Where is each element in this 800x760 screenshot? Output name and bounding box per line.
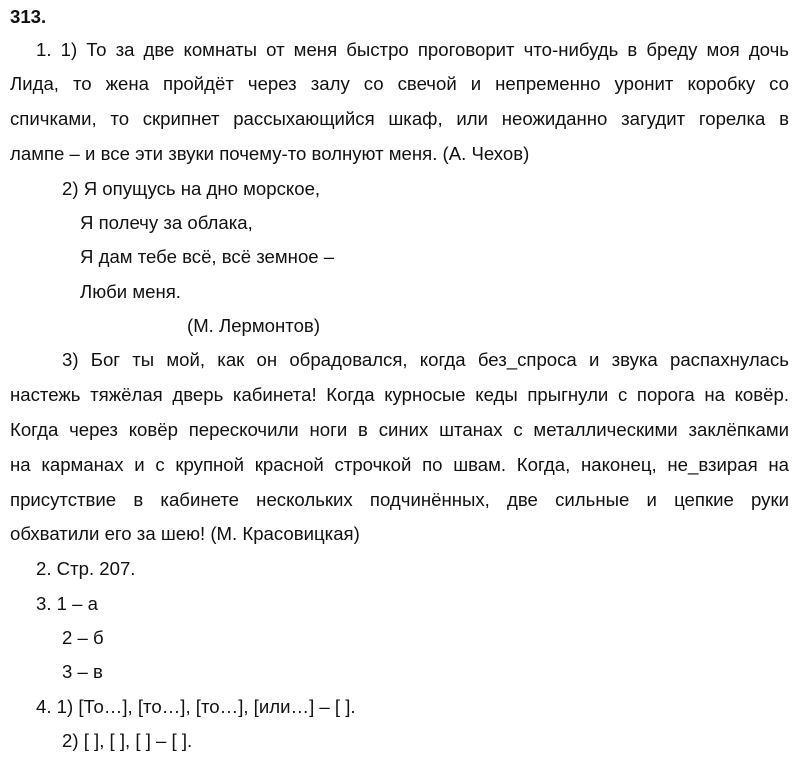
- line-15: обхватили его за шею! (М. Красовицкая): [10, 523, 360, 544]
- line-1: 1. 1) То за две комнаты от меня быстро проговорит что-нибудь в бреду моя дочь: [36, 39, 789, 60]
- poem-author: (М. Лермонтов): [187, 315, 321, 336]
- answer-2: 2. Стр. 207.: [36, 558, 136, 579]
- line-13: на карманах и с крупной красной строчкой по швам. Когда, наконец, не_взирая на: [10, 454, 789, 475]
- line-10: 3) Бог ты мой, как он обрадовался, когда без_спроса и звука распахнулась: [62, 349, 789, 370]
- line-3: спичками, то скрипнет рассыхающийся шкаф, или неожиданно загудит горелка в: [10, 108, 789, 129]
- line-2: Лида, то жена пройдёт через залу со свечой и непременно уронит коробку со: [10, 73, 789, 94]
- line-4: лампе – и все эти звуки почему-то волнуют меня. (А. Чехов): [10, 143, 530, 164]
- answer-4-2: 2) [ ], [ ], [ ] – [ ].: [62, 730, 193, 751]
- answer-3-3: 3 – в: [62, 661, 103, 682]
- line-12: Когда через ковёр перескочили ноги в синих штанах с металлическими заклёпками: [10, 419, 789, 440]
- answer-4-1: 4. 1) [То…], [то…], [то…], [или…] – [ ].: [36, 696, 356, 717]
- line-14: присутствие в кабинете нескольких подчинённых, две сильные и цепкие руки: [10, 489, 789, 510]
- poem-line-2: Я полечу за облака,: [80, 212, 253, 233]
- answer-3-1: 3. 1 – а: [36, 593, 99, 614]
- answer-3-2: 2 – б: [62, 627, 104, 648]
- poem-line-3: Я дам тебе всё, всё земное –: [80, 246, 335, 267]
- exercise-number: 313.: [10, 6, 47, 27]
- poem-line-4: Люби меня.: [80, 281, 181, 302]
- line-11: настежь тяжёлая дверь кабинета! Когда курносые кеды прыгнули с порога на ковёр.: [10, 384, 789, 405]
- poem-line-1: 2) Я опущусь на дно морское,: [62, 178, 321, 199]
